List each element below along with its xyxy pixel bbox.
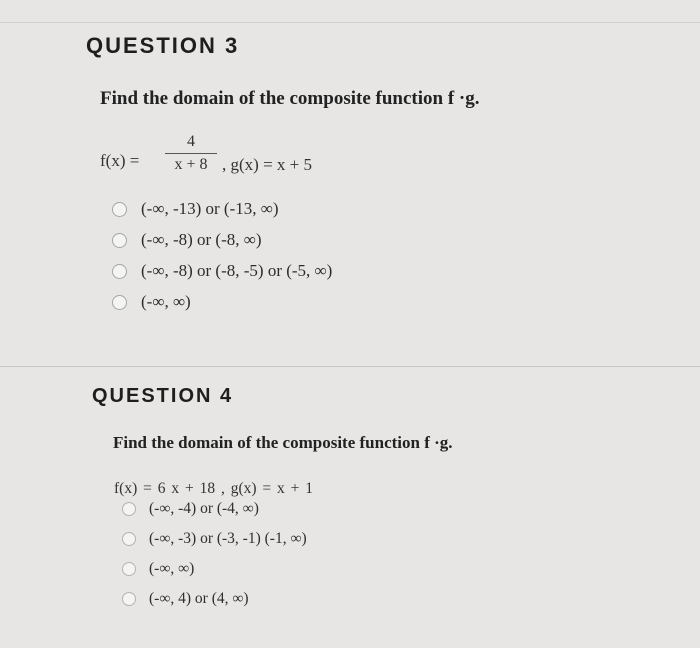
option-label: (-∞, -4) or (-4, ∞) (149, 500, 259, 517)
option-label: (-∞, -13) or (-13, ∞) (141, 199, 279, 218)
radio-button[interactable] (122, 562, 136, 576)
option-label: (-∞, ∞) (141, 292, 191, 311)
option-label: (-∞, -3) or (-3, -1) (-1, ∞) (149, 530, 307, 547)
question-4-option-4[interactable] (122, 590, 249, 608)
question-3-g-function: , g(x) = x + 5 (222, 155, 312, 174)
radio-button[interactable] (122, 502, 136, 516)
top-divider (0, 22, 700, 23)
question-4-option-2[interactable] (122, 530, 307, 548)
question-3-heading: QUESTION 3 (86, 33, 240, 58)
option-label: (-∞, ∞) (149, 560, 195, 577)
question-4-option-3[interactable] (122, 560, 194, 578)
radio-button[interactable] (112, 264, 127, 279)
question-4-option-1[interactable] (122, 500, 259, 518)
option-label: (-∞, -8) or (-8, -5) or (-5, ∞) (141, 261, 333, 280)
fraction-denominator: x + 8 (174, 156, 208, 173)
fraction-numerator: 4 (187, 133, 195, 150)
question-3-option-3[interactable] (112, 261, 332, 281)
radio-button[interactable] (122, 592, 136, 606)
question-4-functions: f(x) = 6 x + 18 , g(x) = x + 1 (114, 480, 314, 497)
question-3-fraction (165, 133, 217, 174)
radio-button[interactable] (112, 233, 127, 248)
question-3-prompt: Find the domain of the composite function f ·g. (100, 88, 480, 109)
section-divider (0, 366, 700, 367)
fraction-bar (165, 153, 217, 154)
question-4-prompt: Find the domain of the composite function f ·g. (113, 433, 453, 452)
question-3-option-1[interactable] (112, 199, 279, 219)
radio-button[interactable] (122, 532, 136, 546)
radio-button[interactable] (112, 202, 127, 217)
option-label: (-∞, 4) or (4, ∞) (149, 590, 249, 607)
question-3-option-4[interactable] (112, 292, 191, 312)
question-4-heading: QUESTION 4 (92, 385, 234, 407)
radio-button[interactable] (112, 295, 127, 310)
question-3-f-label: f(x) = (100, 151, 140, 170)
question-3-option-2[interactable] (112, 230, 262, 250)
option-label: (-∞, -8) or (-8, ∞) (141, 230, 262, 249)
